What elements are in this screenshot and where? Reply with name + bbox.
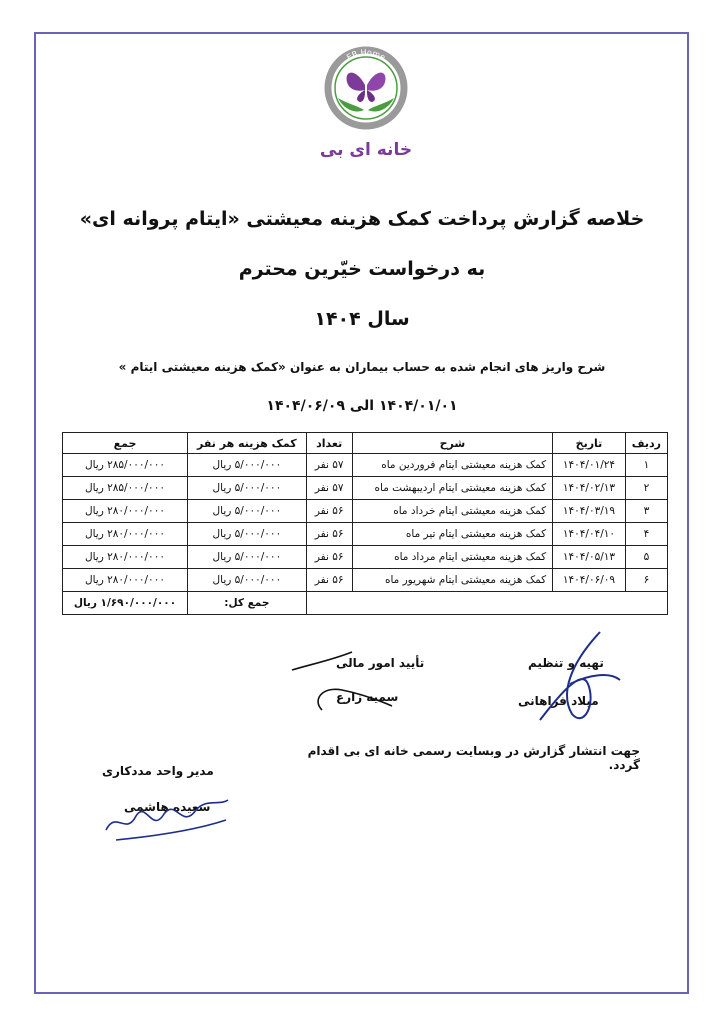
cell-description: کمک هزینه معیشتی ایتام خرداد ماه <box>352 500 553 523</box>
report-description: شرح واریز های انجام شده به حساب بیماران به عنوان «کمک هزینه معیشتی ایتام » <box>118 360 606 374</box>
table-row <box>63 500 668 523</box>
table-row <box>63 523 668 546</box>
cell-sum: ۲۸۰/۰۰۰/۰۰۰ ریال <box>63 569 188 592</box>
cell-per-person: ۵/۰۰۰/۰۰۰ ریال <box>187 454 306 477</box>
logo-brand-text: خانه ای بی <box>319 140 413 160</box>
publication-note: جهت انتشار گزارش در وبسایت رسمی خانه ای بی اقدام گردد. <box>307 744 640 772</box>
report-year: سال ۱۴۰۴ <box>314 308 410 330</box>
cell-index: ۵ <box>625 546 667 569</box>
prepared-by-label: تهیه و تنظیم <box>528 656 604 670</box>
total-label: جمع کل: <box>187 592 306 615</box>
cell-count: ۵۷ نفر <box>306 454 352 477</box>
column-header-description: شرح <box>352 433 553 454</box>
cell-index: ۲ <box>625 477 667 500</box>
cell-date: ۱۴۰۴/۰۶/۰۹ <box>553 569 626 592</box>
cell-description: کمک هزینه معیشتی ایتام فروردین ماه <box>352 454 553 477</box>
cell-sum: ۲۸۰/۰۰۰/۰۰۰ ریال <box>63 523 188 546</box>
cell-description: کمک هزینه معیشتی ایتام شهریور ماه <box>352 569 553 592</box>
cell-per-person: ۵/۰۰۰/۰۰۰ ریال <box>187 569 306 592</box>
total-spacer-cell <box>306 592 667 615</box>
table-row <box>63 546 668 569</box>
cell-index: ۳ <box>625 500 667 523</box>
cell-per-person: ۵/۰۰۰/۰۰۰ ریال <box>187 546 306 569</box>
cell-count: ۵۶ نفر <box>306 569 352 592</box>
total-row <box>63 592 668 615</box>
cell-count: ۵۶ نفر <box>306 523 352 546</box>
manager-signature-icon <box>96 780 236 850</box>
cell-index: ۶ <box>625 569 667 592</box>
finance-approval-name: سمیه زارع <box>336 690 399 704</box>
finance-signature-icon <box>282 640 402 720</box>
cell-count: ۵۷ نفر <box>306 477 352 500</box>
cell-date: ۱۴۰۴/۰۴/۱۰ <box>553 523 626 546</box>
cell-count: ۵۶ نفر <box>306 500 352 523</box>
cell-date: ۱۴۰۴/۰۲/۱۳ <box>553 477 626 500</box>
cell-date: ۱۴۰۴/۰۱/۲۴ <box>553 454 626 477</box>
report-date-range: ۱۴۰۴/۰۱/۰۱ الی ۱۴۰۴/۰۶/۰۹ <box>266 398 458 414</box>
logo-ring-text: EB Home <box>345 47 387 63</box>
cell-per-person: ۵/۰۰۰/۰۰۰ ریال <box>187 523 306 546</box>
table-header-row <box>63 433 668 454</box>
cell-sum: ۲۸۰/۰۰۰/۰۰۰ ریال <box>63 500 188 523</box>
cell-sum: ۲۸۰/۰۰۰/۰۰۰ ریال <box>63 546 188 569</box>
column-header-index: ردیف <box>625 433 667 454</box>
cell-sum: ۲۸۵/۰۰۰/۰۰۰ ریال <box>63 454 188 477</box>
report-subtitle: به درخواست خیّرین محترم <box>238 258 486 280</box>
cell-description: کمک هزینه معیشتی ایتام اردیبهشت ماه <box>352 477 553 500</box>
cell-sum: ۲۸۵/۰۰۰/۰۰۰ ریال <box>63 477 188 500</box>
column-header-sum: جمع <box>63 433 188 454</box>
cell-date: ۱۴۰۴/۰۵/۱۳ <box>553 546 626 569</box>
total-value: ۱/۶۹۰/۰۰۰/۰۰۰ ریال <box>63 592 188 615</box>
table-row <box>63 454 668 477</box>
logo <box>318 40 414 172</box>
column-header-count: تعداد <box>306 433 352 454</box>
prepared-by-name: میلاد فراهانی <box>518 694 599 708</box>
table-row <box>63 477 668 500</box>
cell-per-person: ۵/۰۰۰/۰۰۰ ریال <box>187 477 306 500</box>
column-header-per-person: کمک هزینه هر نفر <box>187 433 306 454</box>
finance-approval-label: تأیید امور مالی <box>336 656 425 670</box>
cell-index: ۱ <box>625 454 667 477</box>
cell-count: ۵۶ نفر <box>306 546 352 569</box>
prepared-signature-icon <box>500 624 630 734</box>
butterfly-hands-emblem-icon <box>318 40 414 136</box>
cell-description: کمک هزینه معیشتی ایتام مرداد ماه <box>352 546 553 569</box>
column-header-date: تاریخ <box>553 433 626 454</box>
manager-label: مدیر واحد مددکاری <box>102 764 214 778</box>
cell-index: ۴ <box>625 523 667 546</box>
report-title: خلاصه گزارش پرداخت کمک هزینه معیشتی «ایتام پروانه ای» <box>79 208 645 230</box>
table-row <box>63 569 668 592</box>
cell-per-person: ۵/۰۰۰/۰۰۰ ریال <box>187 500 306 523</box>
manager-name: سعیده هاشمی <box>124 800 211 814</box>
cell-date: ۱۴۰۴/۰۳/۱۹ <box>553 500 626 523</box>
payments-table <box>62 432 668 615</box>
cell-description: کمک هزینه معیشتی ایتام تیر ماه <box>352 523 553 546</box>
